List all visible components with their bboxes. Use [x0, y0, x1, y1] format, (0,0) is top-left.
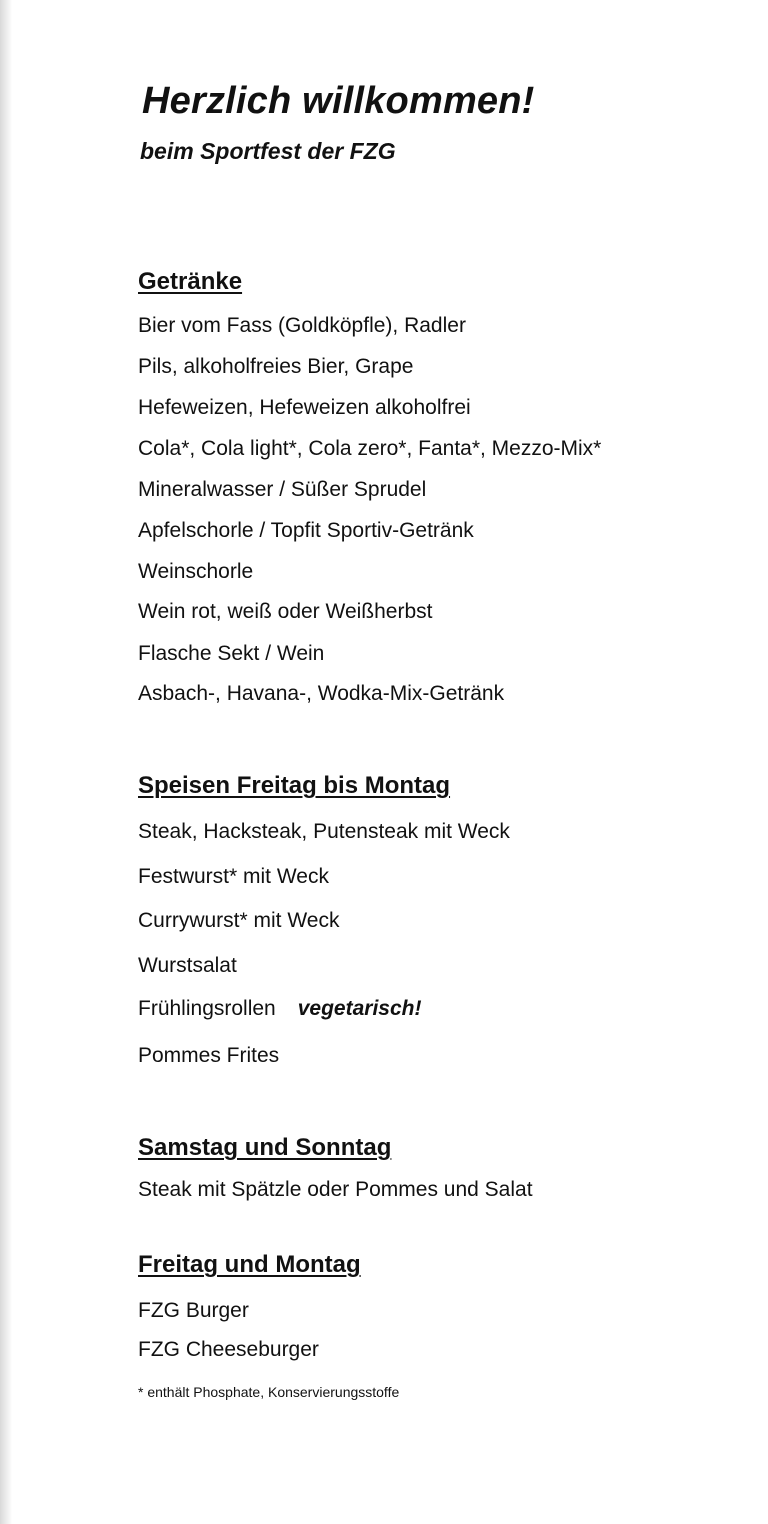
menu-item: Wein rot, weiß oder Weißherbst — [138, 600, 433, 623]
menu-item: Cola*, Cola light*, Cola zero*, Fanta*, Mezzo-Mix* — [138, 437, 602, 460]
menu-item: Apfelschorle / Topfit Sportiv-Getränk — [138, 519, 474, 542]
menu-item: Festwurst* mit Weck — [138, 865, 329, 888]
menu-item: Wurstsalat — [138, 954, 237, 977]
section-heading-drinks: Getränke — [138, 268, 243, 295]
menu-item-label: Frühlingsrollen — [138, 997, 276, 1020]
menu-item: Currywurst* mit Weck — [138, 909, 340, 932]
menu-item: Asbach-, Havana-, Wodka-Mix-Getränk — [138, 682, 505, 705]
menu-item: FZG Burger — [138, 1299, 249, 1322]
menu-item: Weinschorle — [138, 560, 254, 583]
menu-item: Pommes Frites — [138, 1044, 280, 1067]
menu-item: Flasche Sekt / Wein — [138, 642, 325, 665]
menu-item: Bier vom Fass (Goldköpfle), Radler — [138, 314, 466, 337]
menu-item: Steak, Hacksteak, Putensteak mit Weck — [138, 820, 510, 843]
section-heading-sat-sun: Samstag und Sonntag — [138, 1134, 392, 1161]
menu-item: Pils, alkoholfreies Bier, Grape — [138, 355, 414, 378]
section-heading-food: Speisen Freitag bis Montag — [138, 772, 451, 799]
page-subtitle: beim Sportfest der FZG — [140, 138, 396, 164]
page-title: Herzlich willkommen! — [142, 80, 535, 122]
footnote: * enthält Phosphate, Konservierungsstoffe — [138, 1384, 400, 1400]
menu-item: Hefeweizen, Hefeweizen alkoholfrei — [138, 396, 471, 419]
section-heading-fri-mon: Freitag und Montag — [138, 1251, 361, 1278]
menu-item-spring-rolls — [138, 995, 421, 1023]
menu-item: Mineralwasser / Süßer Sprudel — [138, 478, 427, 501]
vegetarian-label: vegetarisch! — [297, 997, 422, 1020]
menu-item: FZG Cheeseburger — [138, 1338, 319, 1361]
menu-item: Steak mit Spätzle oder Pommes und Salat — [138, 1178, 533, 1201]
